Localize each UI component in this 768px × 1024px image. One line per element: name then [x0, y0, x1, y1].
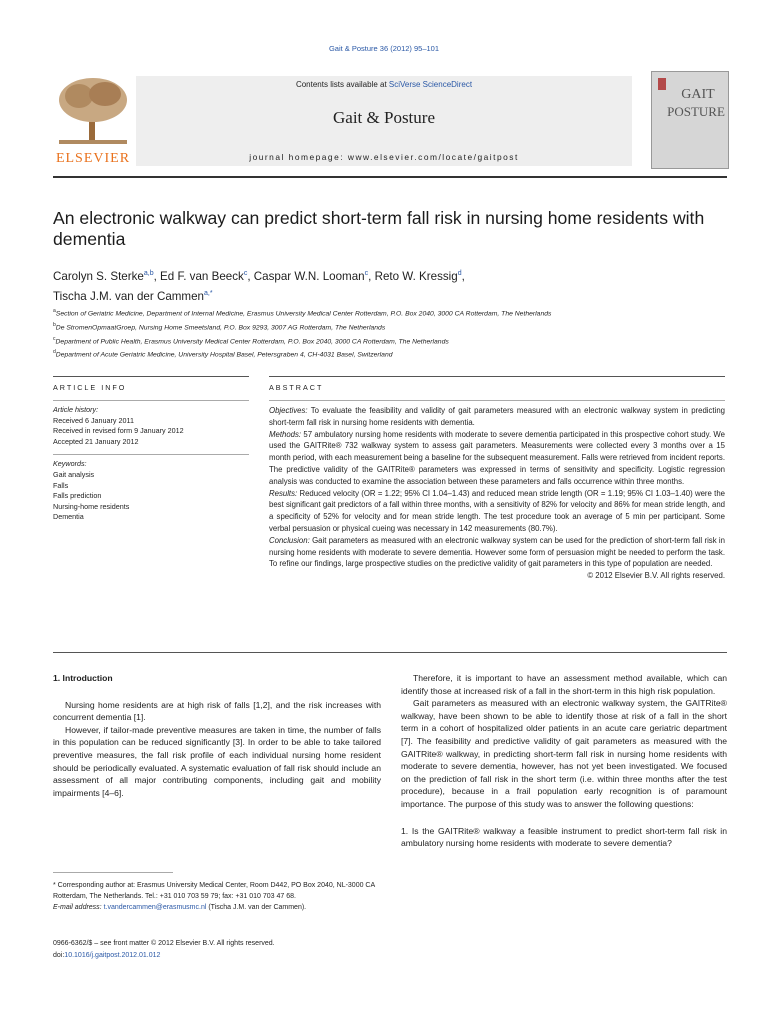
keyword: Falls prediction [53, 491, 102, 501]
abstract-divider [269, 400, 725, 401]
section-heading: 1. Introduction [53, 673, 113, 683]
email-owner: (Tischa J.M. van der Cammen). [206, 904, 307, 911]
keyword: Falls [53, 480, 69, 490]
doi-line: doi:10.1016/j.gaitpost.2012.01.012 [53, 951, 161, 959]
email-link[interactable]: t.vandercammen@erasmusmc.nl [103, 904, 207, 911]
abstract-results: Results: Reduced velocity (OR = 1.22; 95% CI 1.04–1.43) and reduced mean stride length (OR = 1.19; 95% CI 1.03–1.40) were the best significant gait predictors of a fall within three months, with a sensitivity of 82% for velocity and 86% for mean stride length, and a specificity of 52% for velocity and for mean stride length. The test procedure took an average of 5 min per participant. Some verbal persuasion or physical cueing was necessary in 142 measurements (80.7%). [269, 488, 725, 533]
abstract-objectives: Objectives: To evaluate the feasibility and validity of gait parameters measured with an electronic walkway system in predicting short-term fall risk in nursing home residents with dementia. [269, 406, 725, 427]
email-line [53, 902, 381, 913]
abstract-bottom-rule [53, 652, 727, 653]
contents-line [136, 80, 632, 89]
research-question: 1. Is the GAITRite® walkway a feasible instrument to predict short-term fall risk in ambulatory nursing home residents with moderate to severe dementia? [401, 825, 727, 849]
elsevier-wordmark: ELSEVIER [55, 151, 131, 166]
sciencedirect-link[interactable]: SciVerse ScienceDirect [388, 80, 473, 89]
author: Ed F. van Beeck$^c$, [160, 269, 254, 283]
author: Carolyn S. Sterke$^{a,b}$, [53, 269, 161, 283]
abstract-conclusion: Conclusion: Gait parameters as measured with an electronic walkway system can be used for the prediction of short-term fall risk in nursing home residents with moderate to severe dementia. However some form of persuasion might be needed to perform the task. To refine our findings, large prospective studies on the predictive validity of gait parameters in this type of population are needed. [269, 535, 725, 569]
affiliation: $^b$De StromenOpmaatGroep, Nursing Home Smeetsland, P.O. Box 9293, 3007 AG Rotterdam, The Netherlands [53, 321, 386, 332]
journal-citation[interactable]: Gait & Posture 36 (2012) 95–101 [328, 44, 440, 53]
affiliation: $^a$Section of Geriatric Medicine, Department of Internal Medicine, Erasmus University Medical Center Rotterdam, P.O. Box 2040, 3000 CA Rotterdam, The Netherlands [53, 308, 552, 318]
footnote-rule [53, 872, 173, 873]
author: Caspar W.N. Looman$^c$, [253, 269, 375, 283]
article-title: An electronic walkway can predict short-term fall risk in nursing home residents with dementia [53, 208, 705, 249]
keywords-divider [53, 454, 249, 455]
author-list [53, 265, 743, 305]
affiliation: $^d$Department of Acute Geriatric Medicine, University Hospital Basel, Petersgraben 4, CH-4031 Basel, Switzerland [53, 349, 393, 359]
article-info-rule [53, 376, 249, 377]
history-label: Article history: [53, 405, 99, 414]
bottom-notice [53, 938, 381, 961]
journal-homepage[interactable]: journal homepage: www.elsevier.com/locate/gaitpost [249, 152, 519, 162]
body-paragraph: Therefore, it is important to have an assessment method available, which can identify those at increased risk of a fall in the short-term in this high risk population. [401, 673, 727, 696]
footnote [53, 880, 381, 913]
email-label: E-mail address: [53, 904, 102, 911]
issn-line: 0966-6362/$ – see front matter © 2012 Elsevier B.V. All rights reserved. [53, 940, 275, 947]
abstract-heading: ABSTRACT [269, 383, 324, 392]
elsevier-logo [53, 74, 133, 166]
cover-title-line1: GAIT [681, 87, 715, 102]
header-rule [53, 176, 727, 178]
abstract-methods: Methods: 57 ambulatory nursing home residents with moderate to severe dementia participated in this prospective cohort study. We used the GAITRite® 732 walkway system to assess gait parameters. Measurements were collected every 3 months over a 15 month period, with each measurement being a baseline for the subsequent measurement. Falls were retrieved from incident reports. The predictive validity of the GAITRite® parameters was expressed in terms of sensitivity and specificity. Logistic regression analysis was conducted to examine the association between these parameters and falls occurrence within three months. [269, 429, 725, 486]
accepted-date: Accepted 21 January 2012 [53, 436, 139, 446]
keyword: Gait analysis [53, 469, 95, 479]
article-info-divider [53, 400, 249, 401]
abstract-text [269, 405, 725, 582]
author: Reto W. Kressig$^d$, [374, 269, 465, 283]
cover-title-line2: POSTURE [667, 104, 725, 119]
keyword: Nursing-home residents [53, 501, 130, 511]
revised-date: Received in revised form 9 January 2012 [53, 426, 184, 436]
affiliation: $^c$Department of Public Health, Erasmus University Medical Center Rotterdam, P.O. Box 2040, 3000 CA Rotterdam, The Netherlands [53, 335, 449, 345]
keywords-label: Keywords: [53, 459, 87, 469]
journal-name: Gait & Posture [333, 108, 435, 127]
author: Tischa J.M. van der Cammen$^{a,*}$ [53, 289, 213, 303]
affiliations [53, 306, 743, 361]
body-paragraph: Gait parameters as measured with an electronic walkway system, the GAITRite® walkway, have been shown to be able to identify those at risk of a fall in the short term in a cohort of hospitalized older patients in an acute care geriatric department [7]. The feasibility and predictive validity of gait parameters as measured with the GAITRite® walkway, in predicting short-term fall risk in nursing home residents with moderate to severe dementia, however, has not yet been investigated. We focused on the prediction of fall risk in the short term (i.e. within three months after the test procedure), because in a frail population early recognition is of paramount importance. The purpose of this study was to answer the following questions: [401, 698, 727, 809]
corresponding-author-note: * Corresponding author at: Erasmus University Medical Center, Room D442, PO Box 2040, NL-3000 CA Rotterdam, The Netherlands. Tel.: +31 010 703 59 79; fax: +31 010 703 47 68. [53, 882, 375, 900]
copyright-notice: © 2012 Elsevier B.V. All rights reserved. [587, 571, 725, 581]
journal-cover-image [651, 71, 729, 169]
body-left-column [53, 672, 381, 799]
article-info-heading: ARTICLE INFO [53, 383, 127, 392]
keyword: Dementia [53, 512, 84, 522]
received-date: Received 6 January 2011 [53, 415, 134, 425]
body-right-column [401, 672, 727, 850]
body-paragraph: However, if tailor-made preventive measures are taken in time, the number of falls in this population can be reduced significantly [3]. In order to be able to take tailored preventive measures, the fall risk profile of each individual nursing home resident should be periodically evaluated. A systematic evaluation of fall risk should include an assessment of all major contributing components, including gait and mobility impairments [4–6]. [53, 724, 381, 798]
body-paragraph: Nursing home residents are at high risk of falls [1,2], and the risk increases with concurrent dementia [1]. [53, 699, 381, 723]
abstract-rule [269, 376, 725, 377]
contents-prefix: Contents lists available at [295, 80, 389, 89]
doi-link[interactable]: 10.1016/j.gaitpost.2012.01.012 [64, 951, 161, 959]
article-info [53, 405, 249, 523]
